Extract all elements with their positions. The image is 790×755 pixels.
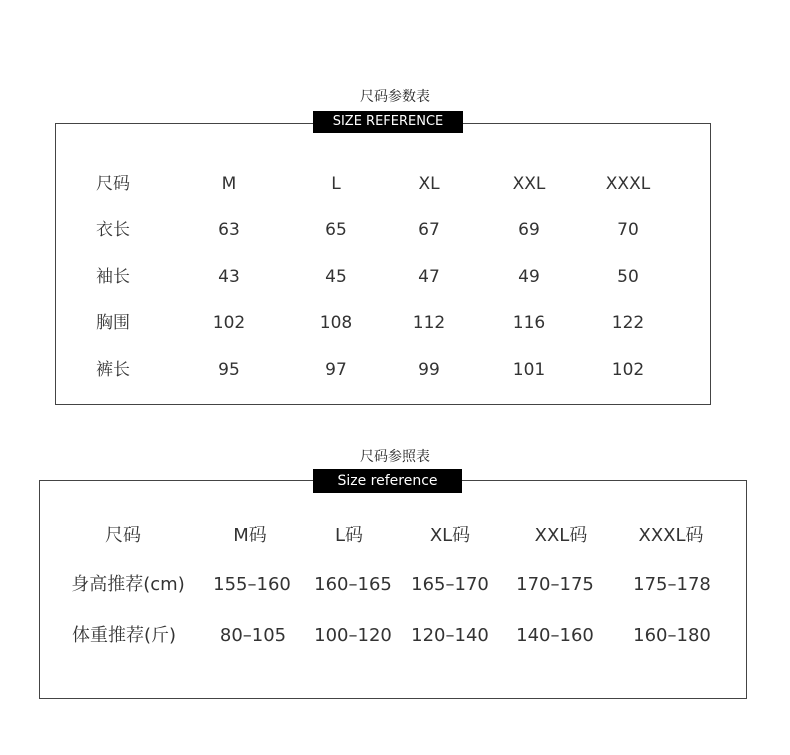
value-cell: 101 <box>512 360 546 380</box>
value-cell: 160–165 <box>314 574 392 595</box>
table-row <box>56 358 710 382</box>
header-cell: XL <box>418 174 440 194</box>
row-label: 体重推荐(斤) <box>71 625 177 646</box>
value-cell: 108 <box>319 313 353 333</box>
value-cell: 69 <box>518 220 540 240</box>
row-label: 身高推荐(cm) <box>71 574 185 595</box>
row-label: 袖长 <box>96 267 130 287</box>
row-label: 裤长 <box>96 360 130 380</box>
value-cell: 45 <box>325 267 347 287</box>
header-cell: XXL <box>512 174 546 194</box>
value-cell: 170–175 <box>516 574 594 595</box>
table-row <box>40 524 746 548</box>
value-cell: 70 <box>617 220 639 240</box>
value-cell: 65 <box>325 220 347 240</box>
value-cell: 165–170 <box>411 574 489 595</box>
value-cell: 175–178 <box>633 574 711 595</box>
table-row <box>56 172 710 196</box>
header-cell: XXXL码 <box>638 525 704 546</box>
value-cell: 160–180 <box>633 625 711 646</box>
value-cell: 47 <box>418 267 440 287</box>
header-cell: L <box>331 174 341 194</box>
value-cell: 100–120 <box>314 625 392 646</box>
table2-caption: 尺码参照表 <box>360 449 430 465</box>
row-label: 衣长 <box>96 220 130 240</box>
size-reference-badge: SIZE REFERENCE <box>313 111 463 133</box>
table-row <box>40 624 746 648</box>
table-row <box>40 573 746 597</box>
header-cell: M码 <box>233 525 267 546</box>
table-row <box>56 311 710 335</box>
value-cell: 155–160 <box>213 574 291 595</box>
value-cell: 102 <box>611 360 645 380</box>
table-row <box>56 265 710 289</box>
size-reference-badge: Size reference <box>313 469 462 493</box>
value-cell: 99 <box>418 360 440 380</box>
size-guide-table <box>39 480 747 699</box>
header-cell: XXXL <box>605 174 651 194</box>
value-cell: 80–105 <box>219 625 287 646</box>
value-cell: 112 <box>412 313 446 333</box>
table1-caption: 尺码参数表 <box>360 89 430 105</box>
value-cell: 97 <box>325 360 347 380</box>
size-parameter-table <box>55 123 711 405</box>
value-cell: 95 <box>218 360 240 380</box>
value-cell: 140–160 <box>516 625 594 646</box>
value-cell: 120–140 <box>411 625 489 646</box>
header-cell: XL码 <box>429 525 471 546</box>
row-label: 尺码 <box>96 174 130 194</box>
value-cell: 102 <box>212 313 246 333</box>
value-cell: 50 <box>617 267 639 287</box>
row-label: 胸围 <box>96 313 130 333</box>
value-cell: 43 <box>218 267 240 287</box>
value-cell: 116 <box>512 313 546 333</box>
header-cell: XXL码 <box>534 525 588 546</box>
value-cell: 63 <box>218 220 240 240</box>
row-label: 尺码 <box>105 525 141 546</box>
table-row <box>56 218 710 242</box>
value-cell: 49 <box>518 267 540 287</box>
value-cell: 122 <box>611 313 645 333</box>
value-cell: 67 <box>418 220 440 240</box>
header-cell: M <box>221 174 237 194</box>
header-cell: L码 <box>334 525 364 546</box>
